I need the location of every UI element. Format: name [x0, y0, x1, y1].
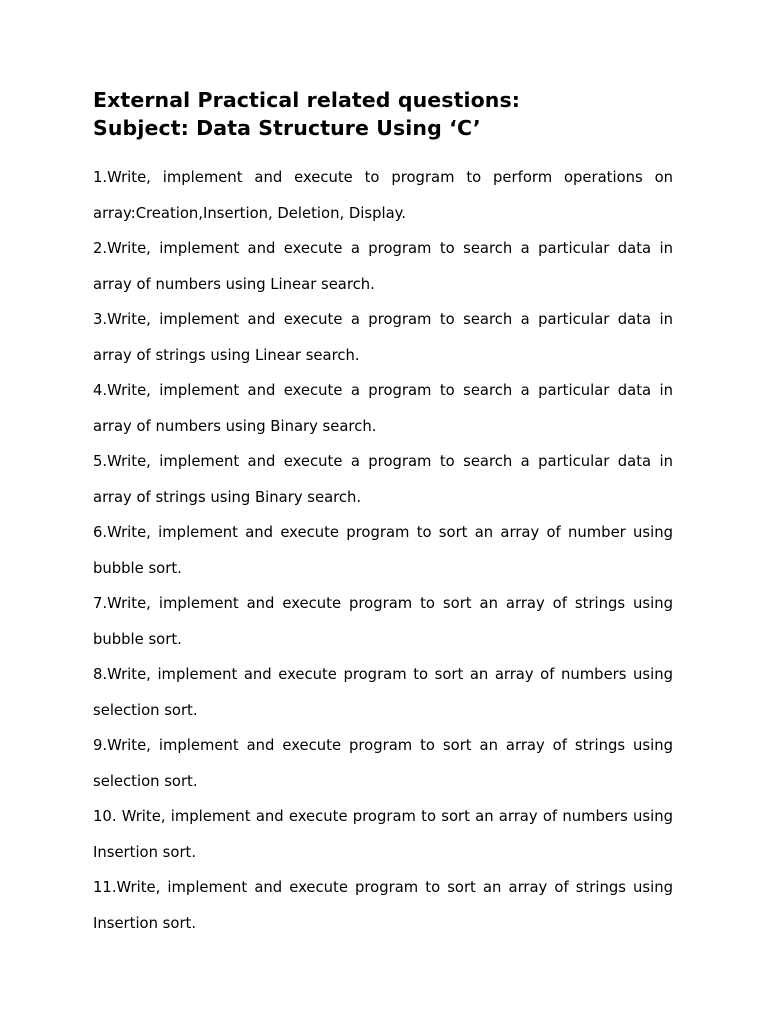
question-item: 3.Write, implement and execute a program to search a particular data in array of strings using Linear search.: [93, 311, 673, 364]
document-header: [93, 86, 673, 142]
question-item: 2.Write, implement and execute a program to search a particular data in array of numbers using Linear search.: [93, 240, 673, 293]
question-item: 4.Write, implement and execute a program to search a particular data in array of numbers using Binary search.: [93, 382, 673, 435]
question-item: 11.Write, implement and execute program to sort an array of strings using Insertion sort.: [93, 879, 673, 932]
document-subject: Subject: Data Structure Using ‘C’: [93, 116, 481, 140]
question-item: 10. Write, implement and execute program to sort an array of numbers using Insertion sort.: [93, 808, 673, 861]
question-list: [93, 160, 673, 941]
document-title: External Practical related questions:: [93, 88, 521, 112]
question-item: 1.Write, implement and execute to program to perform operations on array:Creation,Insertion, Deletion, Display.: [93, 169, 673, 222]
question-item: 8.Write, implement and execute program to sort an array of numbers using selection sort.: [93, 666, 673, 719]
question-item: 6.Write, implement and execute program to sort an array of number using bubble sort.: [93, 524, 673, 577]
document-page: [93, 86, 673, 941]
question-item: 5.Write, implement and execute a program to search a particular data in array of strings using Binary search.: [93, 453, 673, 506]
question-item: 7.Write, implement and execute program to sort an array of strings using bubble sort.: [93, 595, 673, 648]
question-item: 9.Write, implement and execute program to sort an array of strings using selection sort.: [93, 737, 673, 790]
